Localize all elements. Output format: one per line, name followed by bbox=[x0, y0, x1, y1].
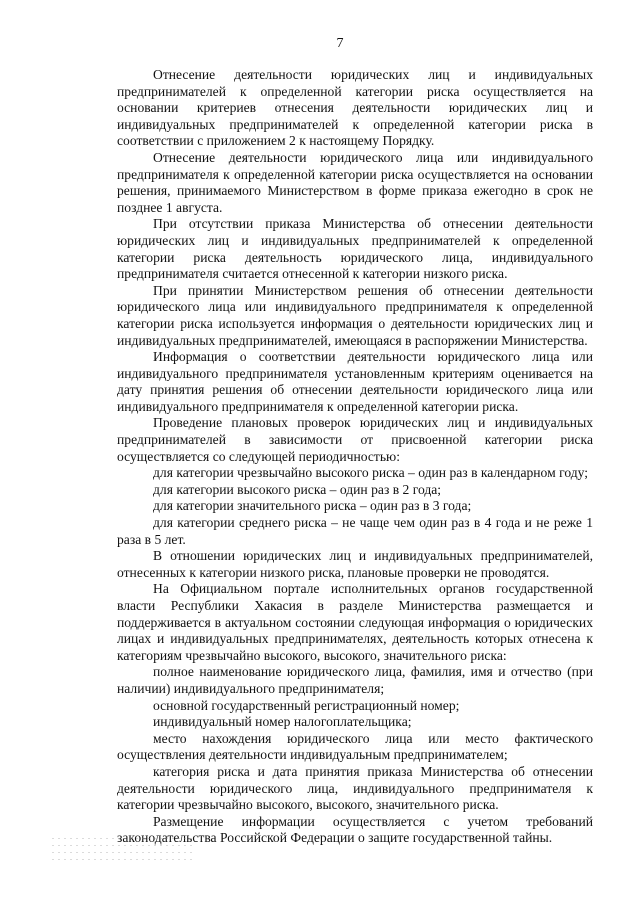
faint-line-four bbox=[52, 859, 192, 860]
list-item-risk-category-order-date: категория риска и дата принятия приказа Министерства об отнесении деятельности юридического лица, индивидуального предпринимателя к категории чрезвычайно высокого, высокого, значительного риска. bbox=[117, 763, 593, 813]
paragraph-low-risk-no-inspections: В отношении юридических лиц и индивидуальных предпринимателей, отнесенных к категории низкого риска, плановые проверки не проводятся. bbox=[117, 548, 593, 580]
paragraph-criteria-evaluation-date: Информация о соответствии деятельности юридического лица или индивидуального предпринимателя установленным критериям оценивается на дату принятия решения об отнесении деятельности юридического лица или индивидуального предпринимателя к определенной категории риска. bbox=[117, 349, 593, 414]
list-item-extremely-high-risk: для категории чрезвычайно высокого риска – один раз в календарном году; bbox=[153, 465, 589, 481]
list-item-location: место нахождения юридического лица или место фактического осуществления деятельности индивидуальным предпринимателем; bbox=[117, 730, 593, 763]
list-item-full-name: полное наименование юридического лица, фамилия, имя и отчество (при наличии) индивидуального предпринимателя; bbox=[117, 664, 593, 696]
document-body bbox=[117, 67, 593, 847]
paragraph-state-secret-requirements: Размещение информации осуществляется с учетом требований законодательства Российской Федерации о защите государственной тайны. bbox=[117, 813, 593, 846]
list-item-significant-risk: для категории значительного риска – один раз в 3 года; bbox=[153, 498, 472, 514]
faint-line-one bbox=[52, 838, 192, 839]
faint-line-three bbox=[52, 852, 192, 853]
paragraph-default-low-risk: При отсутствии приказа Министерства об отнесении деятельности юридических лиц и индивидуальных предпринимателей к определенной категории риска деятельность юридического лица, индивидуального предпринимателя считается отнесенной к категории низкого риска. bbox=[117, 216, 593, 282]
paragraph-risk-decision-order: Отнесение деятельности юридического лица или индивидуального предпринимателя к определенной категории риска осуществляется на основании решения, принимаемого Министерством в форме приказа ежегодно в срок не позднее 1 августа. bbox=[117, 149, 593, 215]
paragraph-inspection-frequency: Проведение плановых проверок юридических лиц и индивидуальных предпринимателей в зависимости от присвоенной категории риска осуществляется со следующей периодичностью: bbox=[117, 415, 593, 464]
list-item-taxpayer-number: индивидуальный номер налогоплательщика; bbox=[153, 714, 412, 730]
paragraph-decision-information: При принятии Министерством решения об отнесении деятельности юридического лица или индивидуального предпринимателя к определенной категории риска используется информация о деятельности юридических лиц и индивидуальных предпринимателей, имеющаяся в распоряжении Министерства. bbox=[117, 282, 593, 348]
faint-footer-mark bbox=[52, 832, 192, 874]
faint-line-two bbox=[52, 845, 192, 846]
list-item-high-risk: для категории высокого риска – один раз в 2 года; bbox=[153, 481, 442, 497]
paragraph-official-portal-information: На Официальном портале исполнительных органов государственной власти Республики Хакасия в разделе Министерства размещается и поддерживается в актуальном состоянии следующая информация о юридических лицах и индивидуальных предпринимателях, деятельность которых отнесена к категориям чрезвычайно высокого, высокого, значительного риска: bbox=[117, 581, 593, 663]
paragraph-risk-assignment-criteria: Отнесение деятельности юридических лиц и индивидуальных предпринимателей к определенной категории риска осуществляется на основании критериев отнесения деятельности юридических лиц и индивидуальных предпринимателей к определенной категории риска в соответствии с приложением 2 к настоящему Порядку. bbox=[117, 67, 593, 149]
list-item-registration-number: основной государственный регистрационный номер; bbox=[153, 697, 460, 713]
page-number: 7 bbox=[336, 36, 344, 51]
list-item-medium-risk: для категории среднего риска – не чаще чем один раз в 4 года и не реже 1 раза в 5 лет. bbox=[117, 515, 593, 547]
